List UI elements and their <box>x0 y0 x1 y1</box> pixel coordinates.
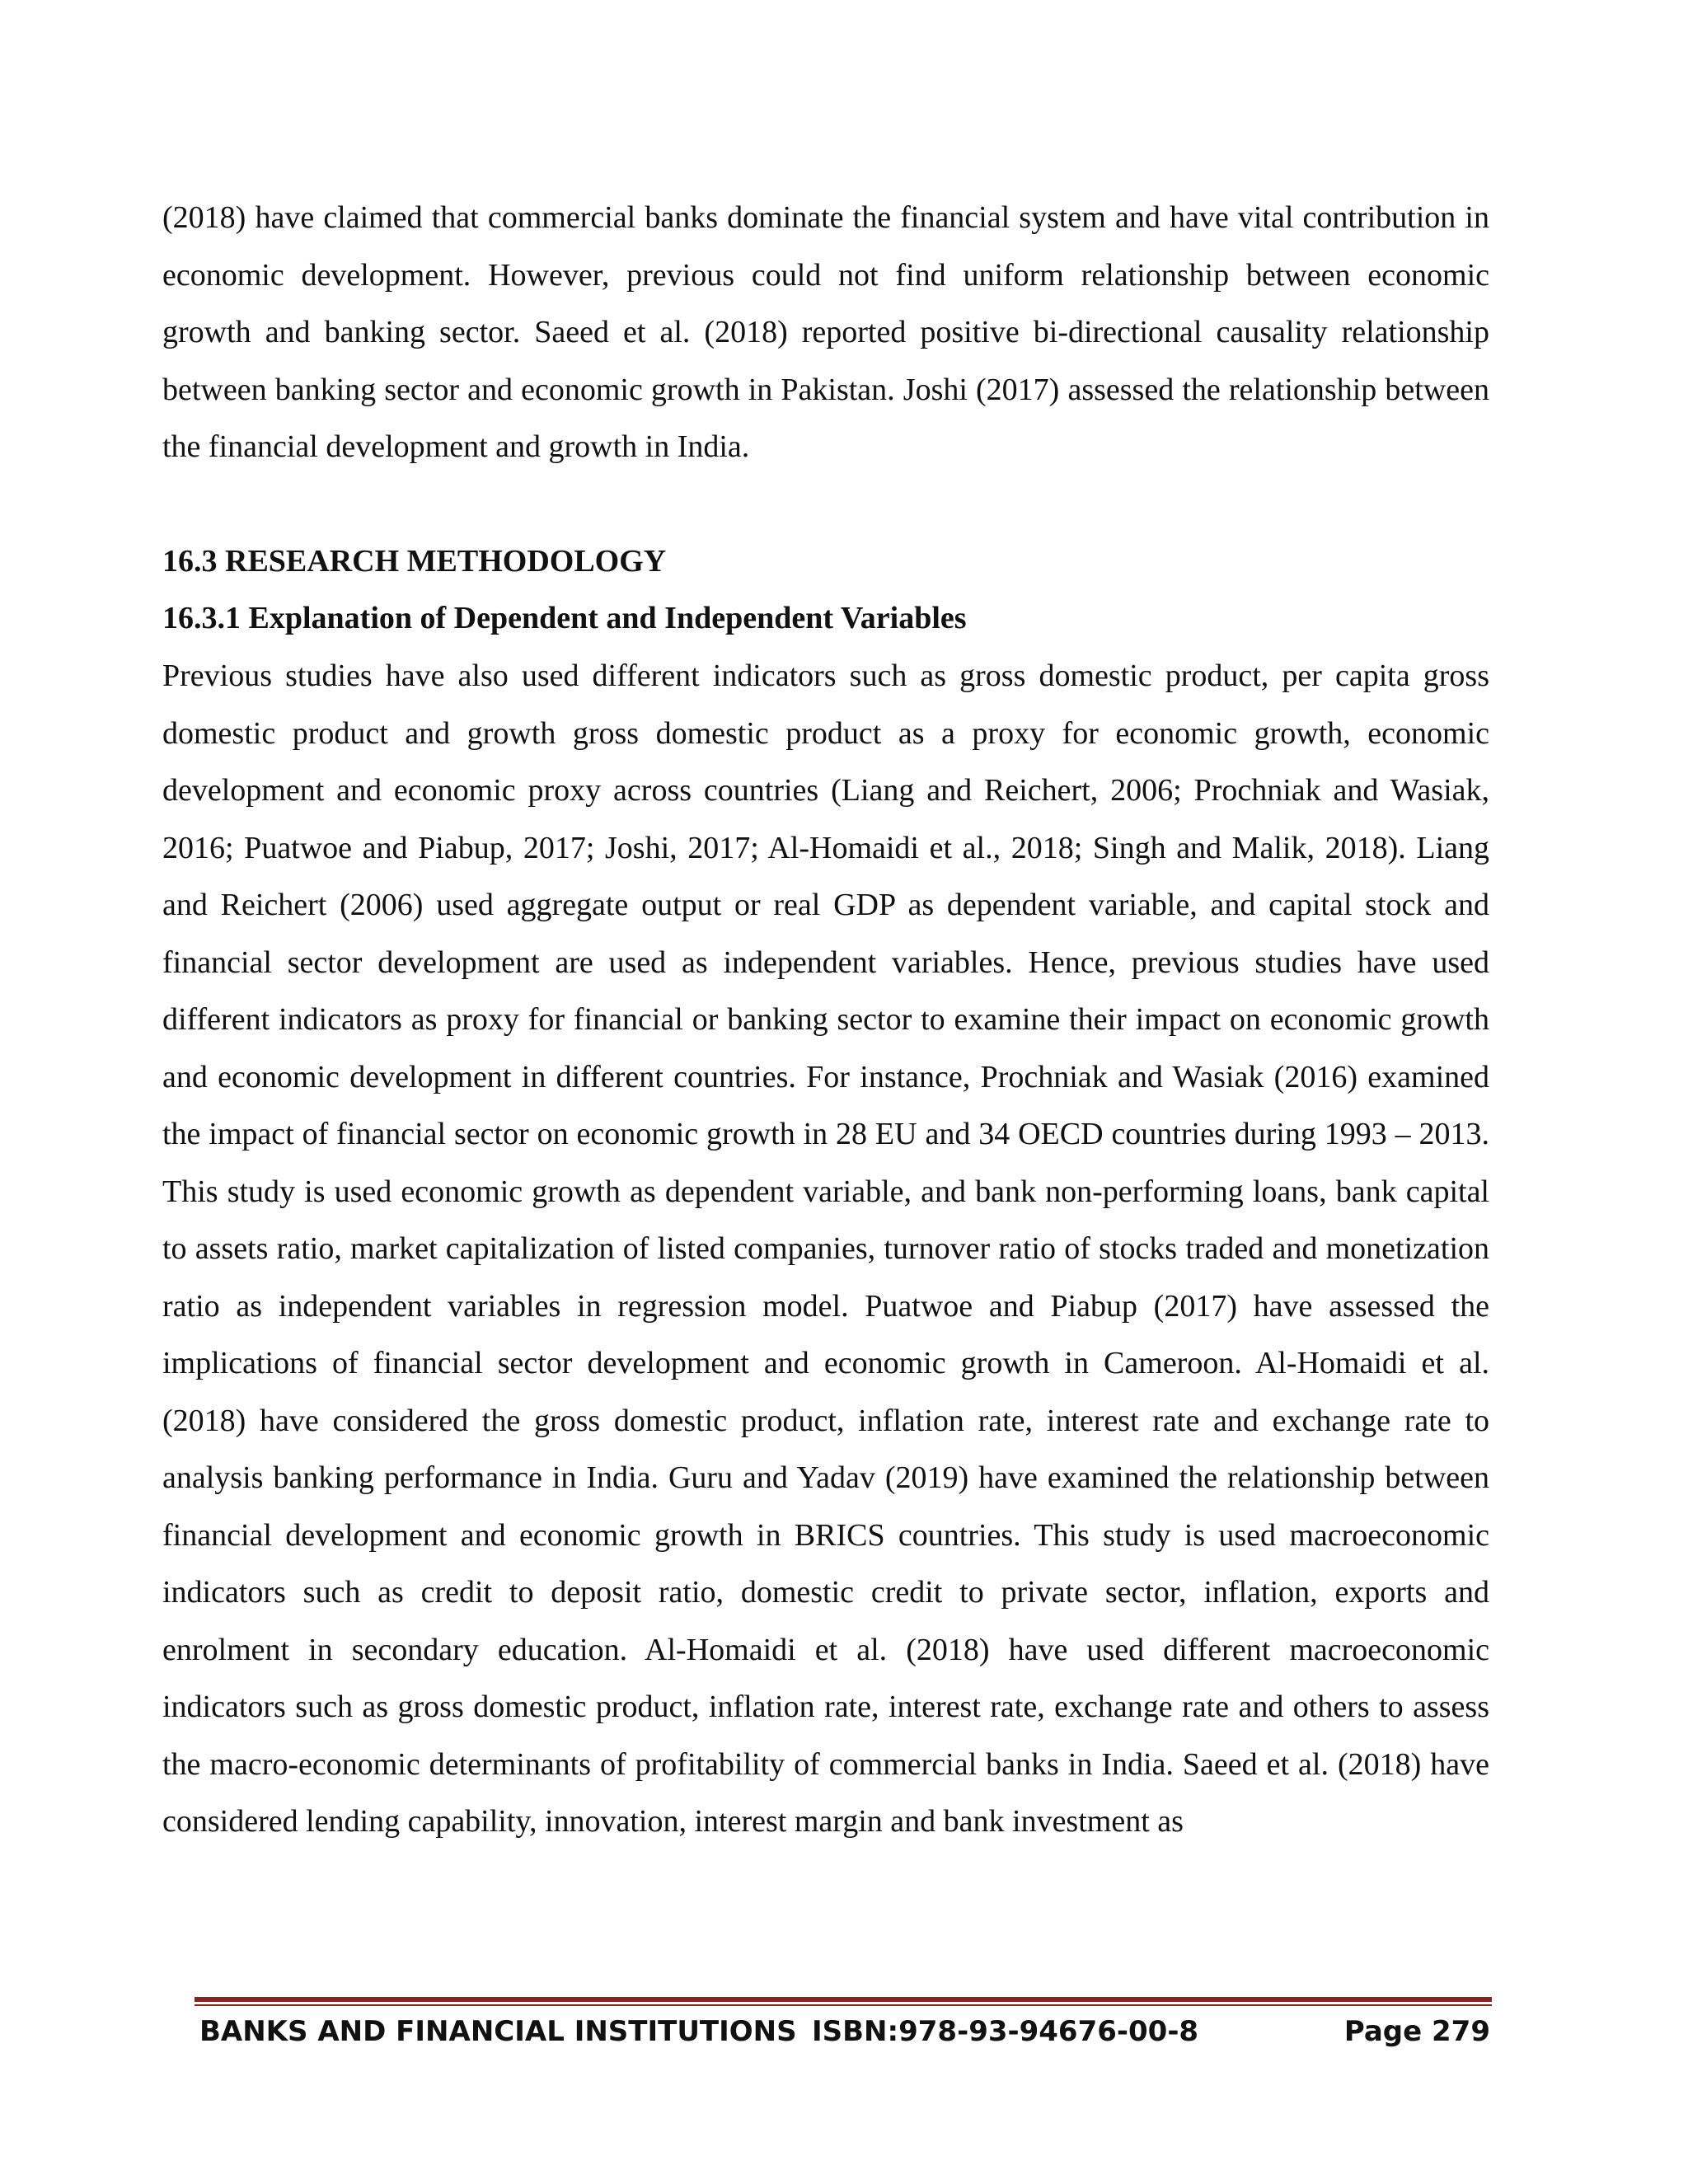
footer-book-title: BANKS AND FINANCIAL INSTITUTIONS <box>199 2015 797 2048</box>
footer-rule <box>195 1997 1492 2002</box>
subsection-heading: 16.3.1 Explanation of Dependent and Independent Variables <box>162 601 967 635</box>
main-paragraph: Previous studies have also used different indicators such as gross domestic product, per capita gross domestic product and growth gross domestic product as a proxy for economic growth, economic development and economic proxy across countries (Liang and Reichert, 2006; Prochniak and Wasiak, 2016; Puatwoe and Piabup, 2017; Joshi, 2017; Al-Homaidi et al., 2018; Singh and Malik, 2018). Liang and Reichert (2006) used aggregate output or real GDP as dependent variable, and capital stock and financial sector development are used as independent variables. Hence, previous studies have used different indicators as proxy for financial or banking sector to examine their impact on economic growth and economic development in different countries. For instance, Prochniak and Wasiak (2016) examined the impact of financial sector on economic growth in 28 EU and 34 OECD countries during 1993 – 2013. This study is used economic growth as dependent variable, and bank non-performing loans, bank capital to assets ratio, market capitalization of listed companies, turnover ratio of stocks traded and monetization ratio as independent variables in regression model. Puatwoe and Piabup (2017) have assessed the implications of financial sector development and economic growth in Cameroon. Al-Homaidi et al. (2018) have considered the gross domestic product, inflation rate, interest rate and exchange rate to analysis banking performance in India. Guru and Yadav (2019) have examined the relationship between financial development and economic growth in BRICS countries. This study is used macroeconomic indicators such as credit to deposit ratio, domestic credit to private sector, inflation, exports and enrolment in secondary education. Al-Homaidi et al. (2018) have used different macroeconomic indicators such as gross domestic product, inflation rate, interest rate, exchange rate and others to assess the macro-economic determinants of profitability of commercial banks in India. Saeed et al. (2018) have considered lending capability, innovation, interest margin and bank investment as <box>162 658 1489 1839</box>
footer-isbn: ISBN:978-93-94676-00-8 <box>812 2015 1199 2048</box>
intro-paragraph: (2018) have claimed that commercial banks dominate the financial system and have vital contribution in economic development. However, previous could not find uniform relationship between economic growth and banking sector. Saeed et al. (2018) reported positive bi-directional causality relationship between banking sector and economic growth in Pakistan. Joshi (2017) assessed the relationship between the financial development and growth in India. <box>162 200 1489 464</box>
footer-rule-thin <box>195 2004 1492 2006</box>
footer-page-number: Page 279 <box>1343 2015 1490 2048</box>
section-heading: 16.3 RESEARCH METHODOLOGY <box>162 544 667 579</box>
